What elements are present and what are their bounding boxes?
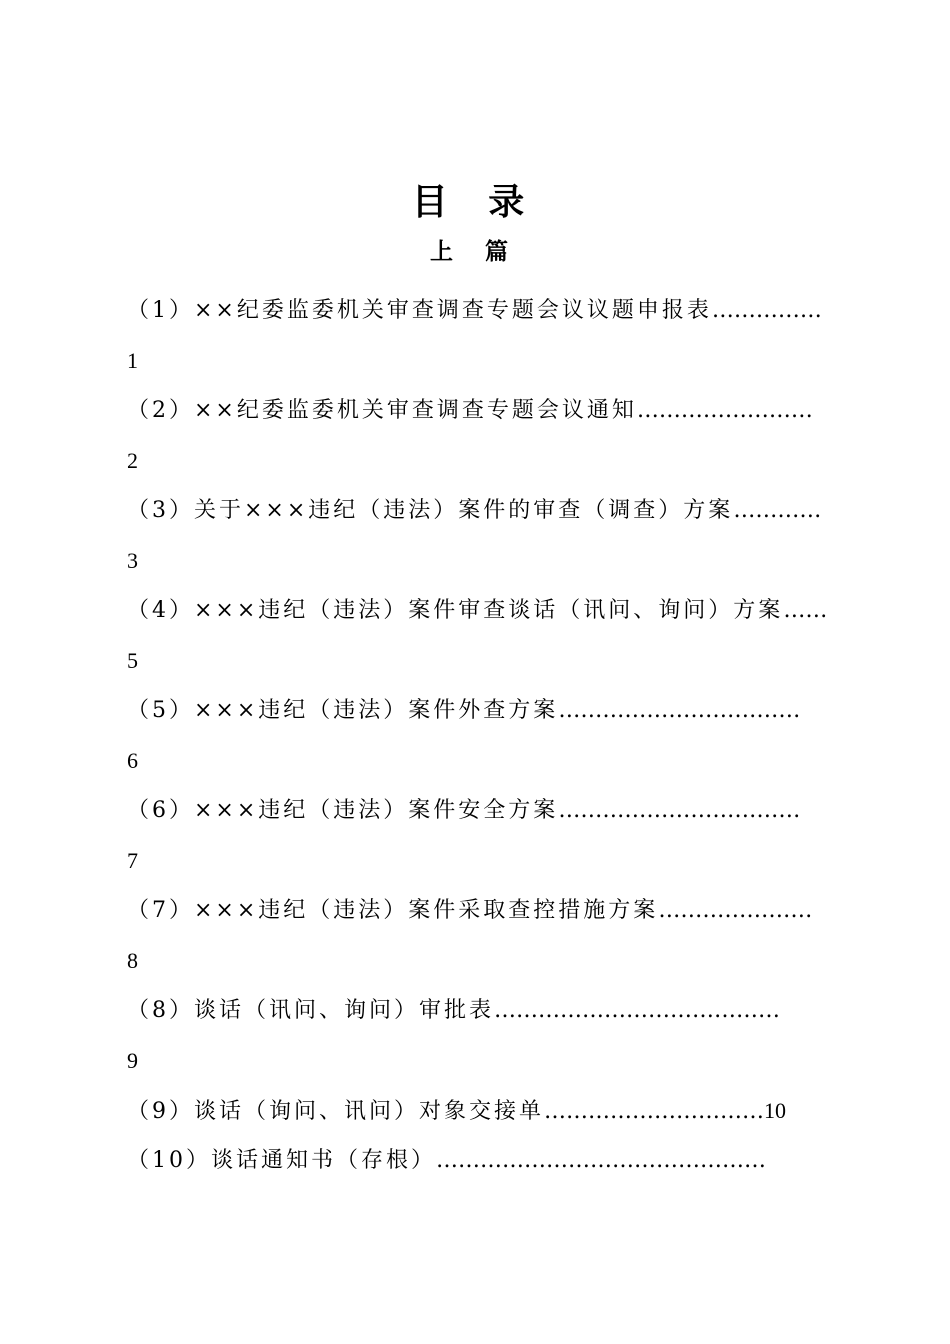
toc-leader-dots: …… xyxy=(783,598,828,623)
toc-page-number: 7 xyxy=(127,848,138,873)
toc-entry-9[interactable] xyxy=(127,1086,833,1136)
toc-entry-10[interactable] xyxy=(127,1136,833,1186)
toc-entry-text: （8）谈话（讯问、询问）审批表 xyxy=(127,998,494,1023)
toc-entry-text: （9）谈话（询问、讯问）对象交接单 xyxy=(127,1099,544,1124)
toc-leader-dots: …………… xyxy=(711,298,822,323)
toc-entry-text: （1）××纪委监委机关审查调查专题会议议题申报表 xyxy=(127,298,712,323)
toc-entry-8[interactable] xyxy=(127,986,833,1036)
toc-entry-7[interactable] xyxy=(127,886,833,936)
toc-leader-dots: ………………………………… xyxy=(494,998,780,1023)
toc-leader-dots: …………………………… xyxy=(558,698,801,723)
toc-entry-text: （3）关于×××违纪（违法）案件的审查（调查）方案 xyxy=(127,498,734,523)
toc-entry-text: （5）×××违纪（违法）案件外查方案 xyxy=(127,698,559,723)
toc-entry-3[interactable] xyxy=(127,486,833,536)
table-of-contents xyxy=(127,286,833,1186)
toc-page-number: 9 xyxy=(127,1048,138,1073)
toc-page-number: 2 xyxy=(127,448,138,473)
toc-title: 目 录 xyxy=(411,181,539,223)
toc-entry-text: （10）谈话通知书（存根） xyxy=(127,1148,436,1173)
toc-entry-text: （7）×××违纪（违法）案件采取查控措施方案 xyxy=(127,898,659,923)
toc-leader-dots: ………………… xyxy=(658,898,813,923)
toc-leader-dots: ……………………………………… xyxy=(436,1148,766,1173)
toc-leader-dots: …………………… xyxy=(636,398,813,423)
toc-page-number: 5 xyxy=(127,648,138,673)
toc-page-number: 6 xyxy=(127,748,138,773)
toc-entry-text: （2）××纪委监委机关审查调查专题会议通知 xyxy=(127,398,637,423)
toc-entry-5[interactable] xyxy=(127,686,833,736)
toc-leader-dots: …………………………… xyxy=(558,798,801,823)
toc-page-number: 3 xyxy=(127,548,138,573)
toc-leader-dots: ………… xyxy=(733,498,822,523)
toc-page-number: 1 xyxy=(127,348,138,373)
toc-entry-2[interactable] xyxy=(127,386,833,436)
toc-entry-6[interactable] xyxy=(127,786,833,836)
section-title: 上 篇 xyxy=(429,238,520,265)
toc-page-number: 8 xyxy=(127,948,138,973)
toc-entry-1[interactable] xyxy=(127,286,833,336)
toc-entry-text: （6）×××违纪（违法）案件安全方案 xyxy=(127,798,559,823)
toc-leader-dots: ………………………… xyxy=(544,1099,764,1124)
toc-entry-4[interactable] xyxy=(127,586,833,636)
toc-page-number: 10 xyxy=(764,1098,786,1123)
toc-entry-text: （4）×××违纪（违法）案件审查谈话（讯问、询问）方案 xyxy=(127,598,784,623)
